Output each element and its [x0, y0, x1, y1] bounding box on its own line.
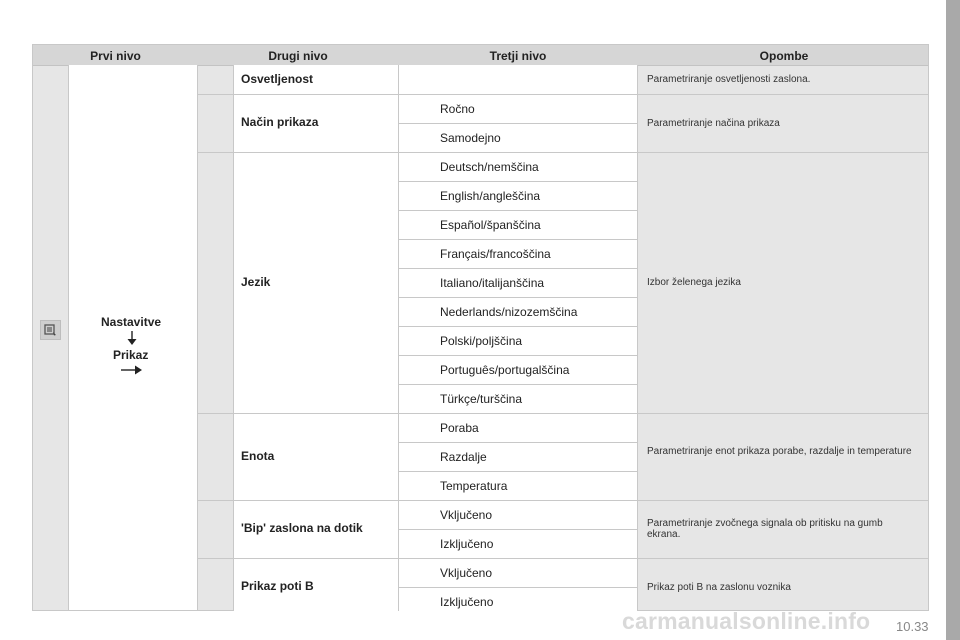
second-level-label: Osvetljenost: [241, 71, 314, 86]
watermark: carmanualsonline.info: [622, 608, 871, 634]
col-divider-0: [68, 65, 69, 610]
third-level-option: Français/francoščina: [440, 247, 551, 261]
row-divider: [398, 239, 637, 240]
third-level-option: Nederlands/nizozemščina: [440, 305, 578, 319]
second-level-label: Jezik: [241, 274, 271, 289]
note-text: Parametriranje načina prikaza: [647, 117, 780, 129]
header-third-level: Tretji nivo: [489, 49, 547, 63]
row-divider: [398, 210, 637, 211]
col-divider-4: [637, 65, 638, 610]
note-text: Parametriranje osvetljenosti zaslona.: [647, 74, 811, 85]
third-level-option: Ročno: [440, 102, 475, 116]
row-divider: [398, 123, 637, 124]
third-level-option: Temperatura: [440, 479, 508, 493]
header-notes: Opombe: [759, 49, 809, 63]
third-level-option: English/angleščina: [440, 189, 541, 203]
row-divider: [398, 384, 637, 385]
row-divider: [398, 529, 637, 530]
third-level-option: Türkçe/turščina: [440, 392, 523, 406]
row-divider: [398, 268, 637, 269]
row-divider: [398, 297, 637, 298]
col-divider-2: [233, 65, 234, 610]
third-level-option: Polski/poljščina: [440, 334, 523, 348]
third-level-option: Izključeno: [440, 595, 494, 609]
row-divider: [398, 471, 637, 472]
scrollbar-track[interactable]: [946, 0, 960, 640]
second-level-label: Način prikaza: [241, 115, 319, 129]
row-divider: [398, 326, 637, 327]
col-divider-1: [197, 65, 198, 610]
group-divider: [197, 558, 928, 559]
note-text: Parametriranje zvočnega signala ob pritisku na gumb ekrana.: [647, 518, 883, 540]
third-level-option: Vključeno: [440, 566, 493, 580]
row-divider: [398, 355, 637, 356]
third-level-option: Vključeno: [440, 508, 493, 522]
note-text: Izbor želenega jezika: [647, 277, 741, 288]
third-level-option: Português/portugalščina: [440, 363, 570, 377]
table-header: [33, 45, 928, 66]
note-text: Prikaz poti B na zaslonu voznika: [647, 581, 791, 593]
third-level-option: Español/španščina: [440, 218, 541, 232]
second-level-label: 'Bip' zaslona na dotik: [241, 521, 363, 535]
settings-display-icon: [40, 320, 61, 340]
second-level-label: Enota: [241, 448, 275, 463]
third-level-option: Samodejno: [440, 131, 501, 145]
second-level-label: Prikaz poti B: [241, 579, 314, 593]
group-divider: [197, 500, 928, 501]
first-level-label-display: Prikaz: [113, 348, 149, 362]
third-level-option: Deutsch/nemščina: [440, 160, 539, 174]
third-level-option: Poraba: [440, 421, 479, 435]
page-number: 10.33: [896, 619, 929, 634]
header-first-level: Prvi nivo: [90, 49, 141, 63]
first-level-label-settings: Nastavitve: [101, 315, 162, 329]
third-level-cell-3: [399, 414, 637, 500]
arrow-right-icon: [121, 363, 143, 381]
third-level-option: Izključeno: [440, 537, 494, 551]
group-divider: [197, 94, 928, 95]
group-divider: [197, 152, 928, 153]
header-second-level: Drugi nivo: [268, 49, 328, 63]
row-divider: [398, 442, 637, 443]
third-level-cell-empty: [399, 65, 637, 94]
third-level-option: Italiano/italijanščina: [440, 276, 545, 290]
note-text: Parametriranje enot prikaza porabe, razdalje in temperature: [647, 445, 912, 457]
row-divider: [398, 181, 637, 182]
group-divider: [197, 413, 928, 414]
third-level-option: Razdalje: [440, 450, 487, 464]
row-divider: [398, 587, 637, 588]
